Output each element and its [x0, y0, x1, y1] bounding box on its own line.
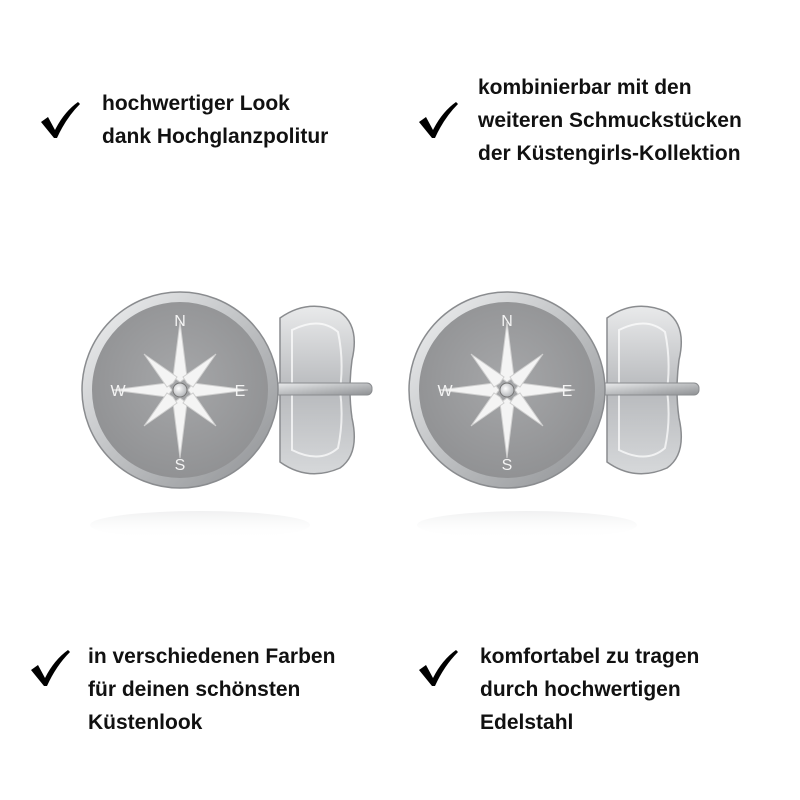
compass-north: N [501, 313, 513, 330]
feature-line: in verschiedenen Farben [88, 645, 336, 668]
compass-south: S [174, 457, 186, 474]
feature-line: durch hochwertigen [480, 678, 681, 701]
feature-line: dank Hochglanzpolitur [102, 125, 329, 148]
earring-left [82, 292, 372, 539]
compass-west: W [437, 383, 453, 400]
compass-east: E [234, 383, 246, 400]
reflection [417, 511, 637, 539]
feature-line: Küstenlook [88, 711, 203, 734]
feature-line: kombinierbar mit den [478, 76, 692, 99]
compass-north: N [174, 313, 186, 330]
reflection [90, 511, 310, 539]
feature-line: Edelstahl [480, 711, 574, 734]
feature-line: für deinen schönsten [88, 678, 301, 701]
feature-line: komfortabel zu tragen [480, 645, 700, 668]
feature-line: weiteren Schmuckstücken [478, 109, 742, 132]
earring-right [409, 292, 699, 539]
compass-east: E [561, 383, 573, 400]
compass-west: W [110, 383, 126, 400]
feature-line: hochwertiger Look [102, 92, 290, 115]
compass-south: S [501, 457, 513, 474]
feature-line: der Küstengirls-Kollektion [478, 142, 741, 165]
